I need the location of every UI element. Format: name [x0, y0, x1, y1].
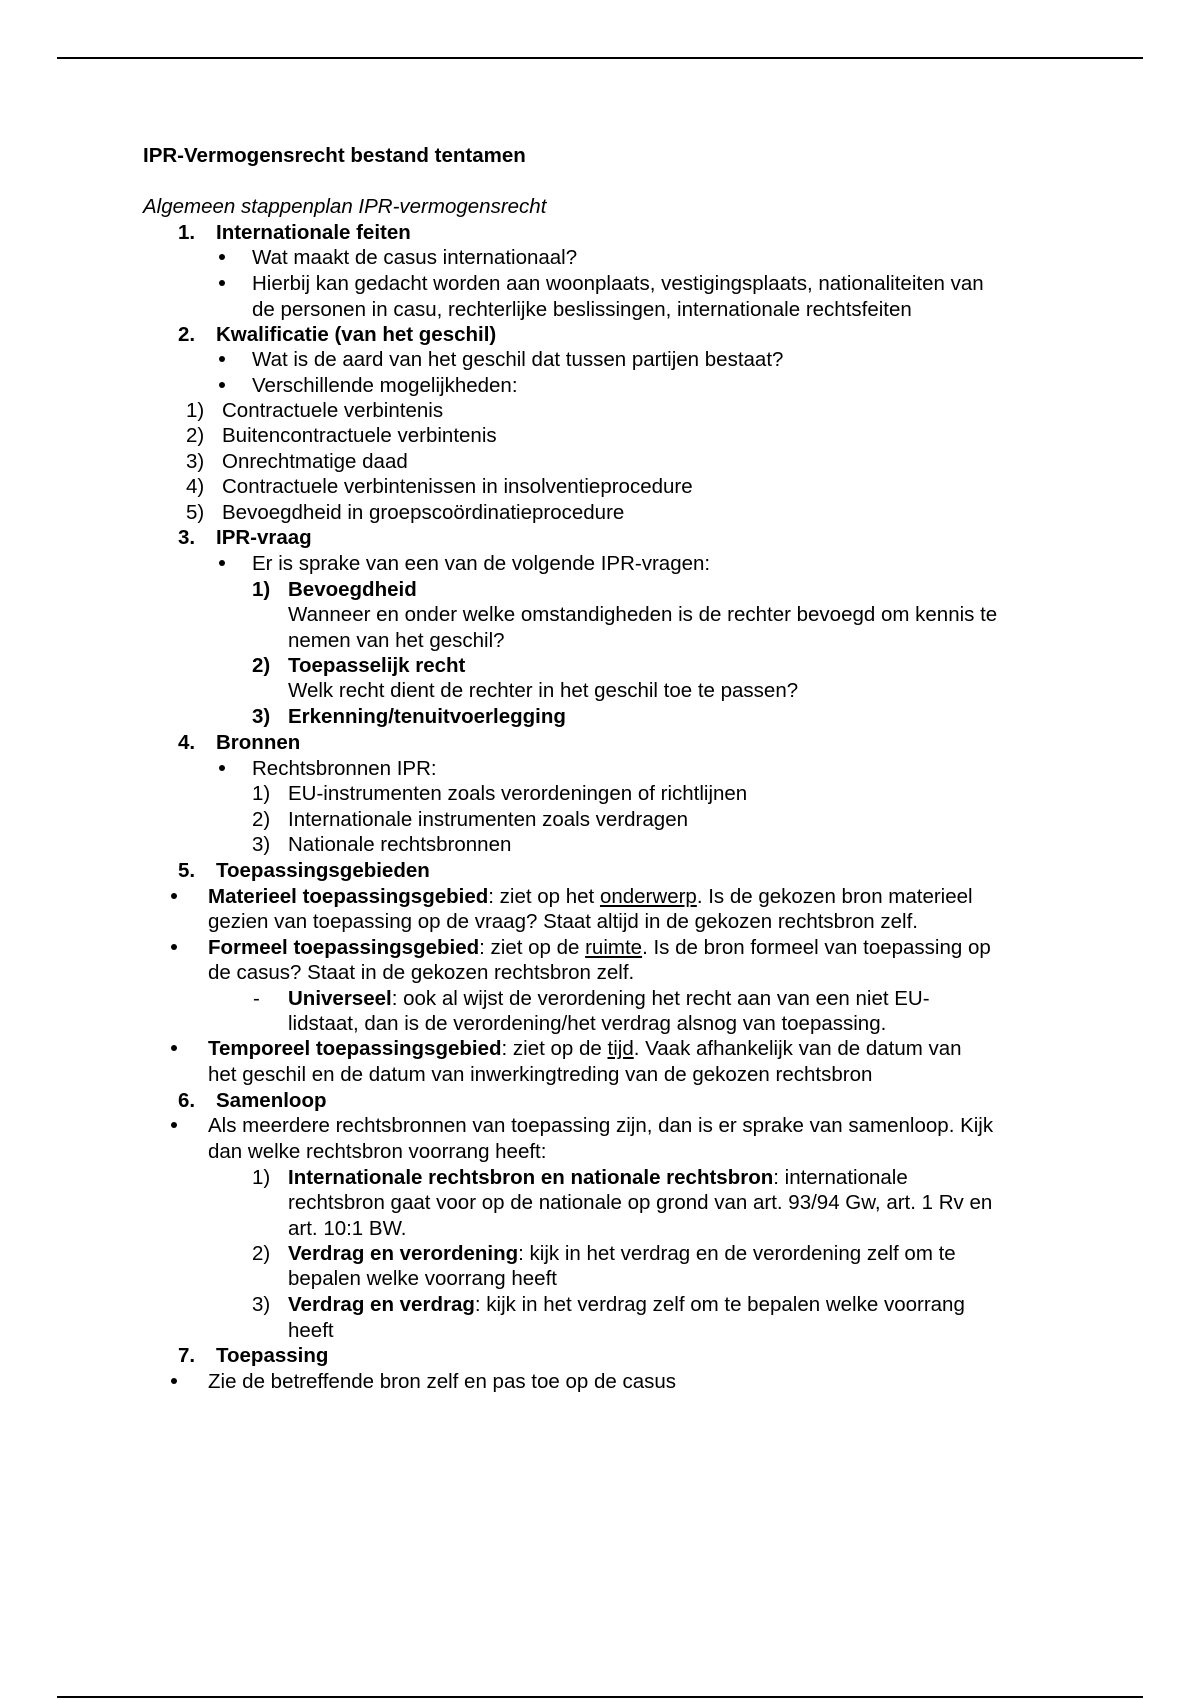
bullet-text: Zie de betreffende bron zelf en pas toe op de casus [208, 1370, 677, 1393]
definition-text: : ziet op het [488, 885, 600, 908]
question-heading: Toepasselijk recht [288, 654, 466, 677]
temporeel-line [208, 1037, 962, 1061]
item-text-continued: rechtsbron gaat voor op de nationale op grond van art. 93/94 Gw, art. 1 Rv en [288, 1191, 993, 1214]
bullet-icon [171, 1122, 177, 1128]
list-number: 1) [252, 578, 271, 601]
list-number: 2) [252, 654, 271, 677]
bullet-icon [219, 254, 225, 260]
definition-text: . Vaak afhankelijk van de datum van [633, 1037, 962, 1060]
list-number: 3) [252, 705, 271, 728]
section-heading: IPR-vraag [216, 526, 312, 549]
item-text-continued: heeft [288, 1319, 334, 1342]
list-item: Bevoegdheid in groepscoördinatieprocedure [222, 501, 625, 524]
definition-text-continued: het geschil en de datum van inwerkingtreding van de gekozen rechtsbron [208, 1063, 873, 1086]
bullet-text-continued: dan welke rechtsbron voorrang heeft: [208, 1140, 547, 1163]
question-heading: Bevoegdheid [288, 578, 417, 601]
bullet-icon [171, 944, 177, 950]
item-heading: Verdrag en verdrag [288, 1293, 475, 1316]
list-item: Buitencontractuele verbintenis [222, 424, 497, 447]
section-number: 3. [178, 526, 196, 549]
question-text: Wanneer en onder welke omstandigheden is de rechter bevoegd om kennis te [288, 603, 998, 626]
section-heading: Bronnen [216, 731, 301, 754]
item-text-continued: bepalen welke voorrang heeft [288, 1267, 557, 1290]
section-heading: Internationale feiten [216, 221, 411, 244]
item-text: : kijk in het verdrag zelf om te bepalen welke voorrang [474, 1293, 965, 1316]
formeel-line [208, 936, 991, 960]
list-item: EU-instrumenten zoals verordeningen of richtlijnen [288, 782, 748, 805]
list-number: 3) [252, 833, 271, 856]
list-number: 1) [186, 399, 205, 422]
section-number: 5. [178, 859, 196, 882]
section-heading: Toepassing [216, 1344, 329, 1367]
question-heading: Erkenning/tenuitvoerlegging [288, 705, 566, 728]
document-subtitle: Algemeen stappenplan IPR-vermogensrecht [143, 195, 547, 218]
bullet-icon [171, 1045, 177, 1051]
item-heading: Internationale rechtsbron en nationale rechtsbron [288, 1166, 774, 1189]
list-number: 2) [186, 424, 205, 447]
section-number: 2. [178, 323, 196, 346]
list-item: Nationale rechtsbronnen [288, 833, 512, 856]
bullet-icon [219, 765, 225, 771]
list-number: 2) [252, 1242, 271, 1265]
list-number: 2) [252, 808, 271, 831]
list-item: Contractuele verbintenis [222, 399, 444, 422]
bullet-icon [171, 1378, 177, 1384]
list-number: 5) [186, 501, 205, 524]
dash-marker: - [253, 987, 260, 1010]
bullet-text-continued: de personen in casu, rechterlijke beslissingen, internationale rechtsfeiten [252, 298, 912, 321]
definition-text: : ook al wijst de verordening het recht aan van een niet EU- [391, 987, 930, 1010]
term-universeel: Universeel [288, 987, 392, 1010]
bullet-icon [219, 280, 225, 286]
term-formeel: Formeel toepassingsgebied [208, 936, 480, 959]
definition-text-continued: gezien van toepassing op de vraag? Staat altijd in de gekozen rechtsbron zelf. [208, 910, 918, 933]
materieel-line [208, 885, 973, 909]
list-number: 4) [186, 475, 205, 498]
term-temporeel: Temporeel toepassingsgebied [208, 1037, 502, 1060]
item-text: : kijk in het verdrag en de verordening zelf om te [518, 1242, 956, 1265]
question-text: Welk recht dient de rechter in het geschil toe te passen? [288, 679, 799, 702]
list-number: 1) [252, 1166, 271, 1189]
bullet-icon [219, 356, 225, 362]
list-item: Contractuele verbintenissen in insolventieprocedure [222, 475, 693, 498]
bullet-text: Rechtsbronnen IPR: [252, 757, 437, 780]
section-number: 7. [178, 1344, 196, 1367]
definition-text: : ziet op de [479, 936, 586, 959]
universeel-line [288, 987, 930, 1011]
list-item: Internationale instrumenten zoals verdragen [288, 808, 688, 831]
list-number: 3) [252, 1293, 271, 1316]
section-heading: Kwalificatie (van het geschil) [216, 323, 497, 346]
bullet-text: Als meerdere rechtsbronnen van toepassing zijn, dan is er sprake van samenloop. Kijk [208, 1114, 994, 1137]
list-number: 3) [186, 450, 205, 473]
definition-text: . Is de bron formeel van toepassing op [642, 936, 991, 959]
samenloop-item [288, 1166, 908, 1190]
question-text-continued: nemen van het geschil? [288, 629, 505, 652]
underlined-term: ruimte [585, 936, 643, 959]
bullet-text: Hierbij kan gedacht worden aan woonplaats, vestigingsplaats, nationaliteiten van [252, 272, 984, 295]
item-heading: Verdrag en verordening [288, 1242, 519, 1265]
bullet-text: Verschillende mogelijkheden: [252, 374, 518, 397]
samenloop-item [288, 1293, 965, 1317]
bullet-text: Wat is de aard van het geschil dat tussen partijen bestaat? [252, 348, 784, 371]
definition-text-continued: lidstaat, dan is de verordening/het verdrag alsnog van toepassing. [288, 1012, 887, 1035]
definition-text: : ziet op de [501, 1037, 608, 1060]
footer-rule [57, 1696, 1143, 1698]
bullet-text: Er is sprake van een van de volgende IPR-vragen: [252, 552, 711, 575]
bullet-icon [219, 560, 225, 566]
bullet-icon [171, 893, 177, 899]
underlined-term: onderwerp [599, 885, 697, 908]
definition-text: . Is de gekozen bron materieel [696, 885, 973, 908]
definition-text-continued: de casus? Staat in de gekozen rechtsbron zelf. [208, 961, 635, 984]
section-number: 4. [178, 731, 196, 754]
item-text-continued: art. 10:1 BW. [288, 1217, 407, 1240]
document-title: IPR-Vermogensrecht bestand tentamen [143, 144, 526, 167]
samenloop-item [288, 1242, 956, 1266]
term-materieel: Materieel toepassingsgebied [208, 885, 489, 908]
list-number: 1) [252, 782, 271, 805]
section-heading: Samenloop [216, 1089, 327, 1112]
list-item: Onrechtmatige daad [222, 450, 408, 473]
underlined-term: tijd [607, 1037, 634, 1060]
bullet-text: Wat maakt de casus internationaal? [252, 246, 578, 269]
item-text: : internationale [773, 1166, 908, 1189]
section-heading: Toepassingsgebieden [216, 859, 430, 882]
section-number: 1. [178, 221, 196, 244]
header-rule [57, 57, 1143, 59]
bullet-icon [219, 382, 225, 388]
section-number: 6. [178, 1089, 196, 1112]
